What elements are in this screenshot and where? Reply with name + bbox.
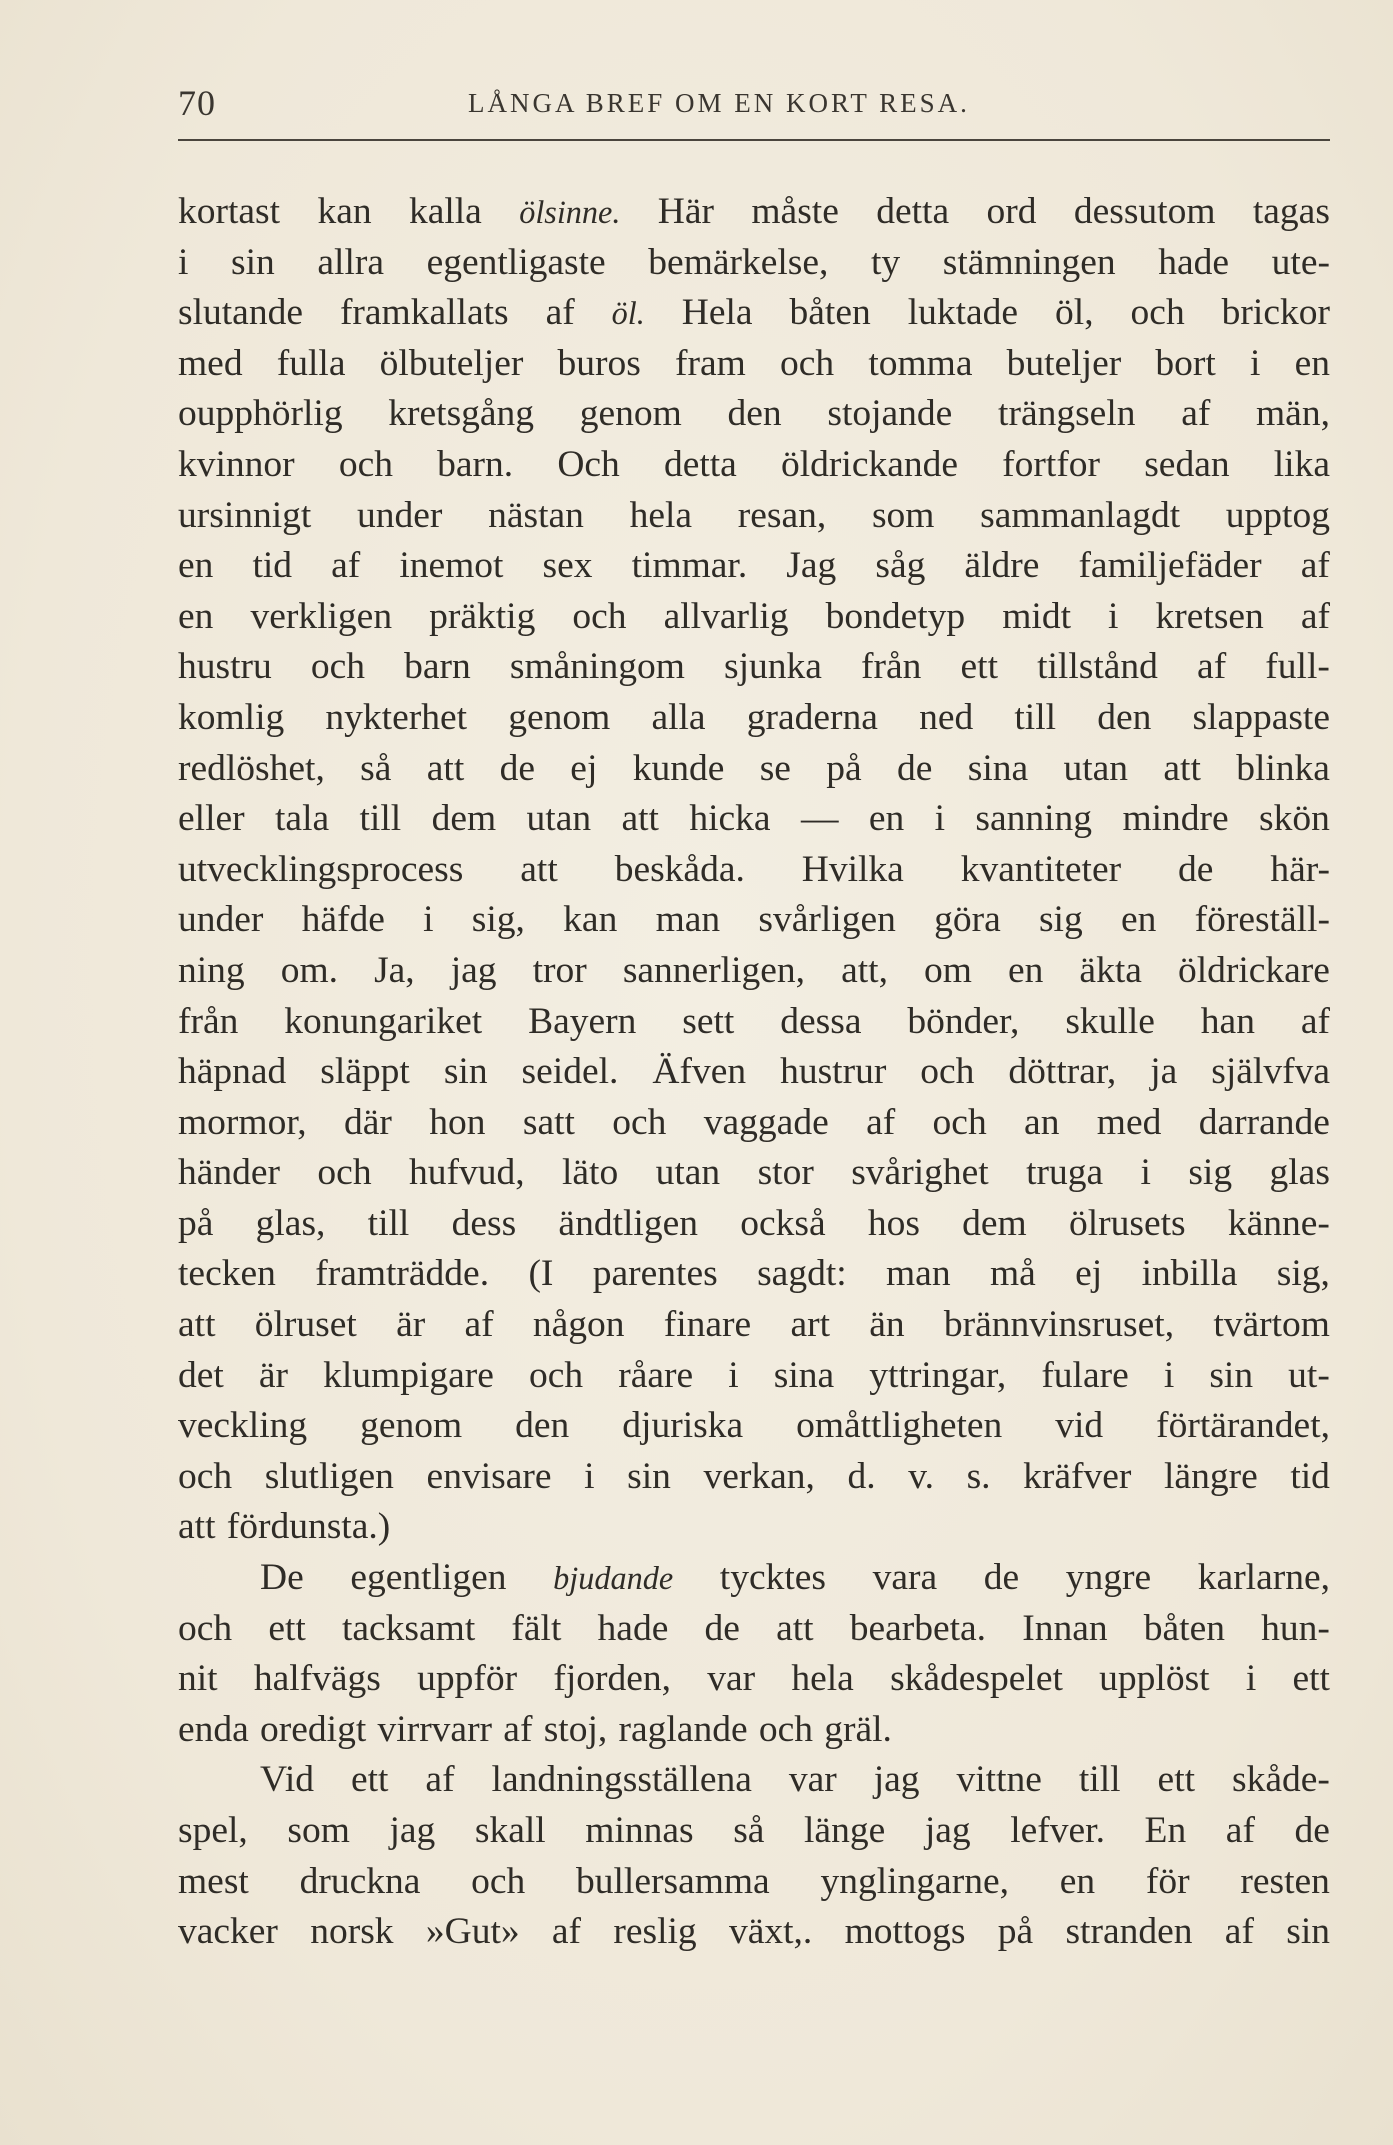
text-line: under häfde i sig, kan man svårligen göra sig en föreställ- bbox=[178, 899, 1330, 941]
text-line: vacker norsk »Gut» af reslig växt,. mottogs på stranden af sin bbox=[178, 1911, 1330, 1953]
page-header bbox=[178, 82, 1328, 126]
text-line: med fulla ölbuteljer buros fram och tomma buteljer bort i en bbox=[178, 342, 1330, 384]
header-rule bbox=[178, 139, 1330, 141]
text-line: utvecklingsprocess att beskåda. Hvilka kvantiteter de här- bbox=[178, 848, 1330, 890]
text-line: De egentligen bjudande tycktes vara de yngre karlarne, bbox=[260, 1557, 1330, 1599]
text-line: eller tala till dem utan att hicka — en i sanning mindre skön bbox=[178, 798, 1330, 840]
text-line: i sin allra egentligaste bemärkelse, ty stämningen hade ute- bbox=[178, 241, 1330, 283]
text-line: ning om. Ja, jag tror sannerligen, att, om en äkta öldrickare bbox=[178, 949, 1330, 991]
text-line: redlöshet, så att de ej kunde se på de sina utan att blinka bbox=[178, 747, 1330, 789]
text-line: mest druckna och bullersamma ynglingarne, en för resten bbox=[178, 1860, 1330, 1902]
text-line: oupphörlig kretsgång genom den stojande trängseln af män, bbox=[178, 393, 1330, 435]
text-line: och ett tacksamt fält hade de att bearbeta. Innan båten hun- bbox=[178, 1607, 1330, 1649]
text-line: att fördunsta.) bbox=[178, 1506, 391, 1548]
text-line: spel, som jag skall minnas så länge jag lefver. En af de bbox=[178, 1810, 1330, 1851]
text-line: på glas, till dess ändtligen också hos dem ölrusets känne- bbox=[178, 1202, 1330, 1244]
text-line: hustru och barn småningom sjunka från ett tillstånd af full- bbox=[178, 646, 1330, 688]
text-line: en verkligen präktig och allvarlig bondetyp midt i kretsen af bbox=[178, 595, 1330, 637]
text-line: händer och hufvud, läto utan stor svårighet truga i sig glas bbox=[178, 1152, 1330, 1194]
page-number: 70 bbox=[178, 83, 216, 123]
text-line: från konungariket Bayern sett dessa bönder, skulle han af bbox=[178, 1000, 1330, 1042]
text-line: och slutligen envisare i sin verkan, d. v. s. kräfver längre tid bbox=[178, 1455, 1330, 1497]
text-line: tecken framträdde. (I parentes sagdt: man må ej inbilla sig, bbox=[178, 1253, 1330, 1295]
text-line: Vid ett af landningsställena var jag vittne till ett skåde- bbox=[260, 1759, 1330, 1801]
text-line: ursinnigt under nästan hela resan, som sammanlagdt upptog bbox=[178, 494, 1330, 536]
text-line: slutande framkallats af öl. Hela båten luktade öl, och brickor bbox=[178, 292, 1330, 334]
text-line: komlig nykterhet genom alla graderna ned till den slappaste bbox=[178, 696, 1330, 738]
text-line: kortast kan kalla ölsinne. Här måste detta ord dessutom tagas bbox=[178, 191, 1330, 232]
body-text bbox=[178, 187, 1330, 1958]
running-title: LÅNGA BREF OM EN KORT RESA. bbox=[468, 88, 970, 118]
text-line: veckling genom den djuriska omåttligheten vid förtärandet, bbox=[178, 1405, 1330, 1447]
text-line: enda oredigt virrvarr af stoj, raglande och gräl. bbox=[178, 1708, 892, 1750]
text-line: kvinnor och barn. Och detta öldrickande fortfor sedan lika bbox=[178, 443, 1330, 485]
text-line: mormor, där hon satt och vaggade af och an med darrande bbox=[178, 1101, 1330, 1143]
text-line: häpnad släppt sin seidel. Äfven hustrur och döttrar, ja självfva bbox=[178, 1051, 1330, 1093]
text-line: det är klumpigare och råare i sina yttringar, fulare i sin ut- bbox=[178, 1354, 1330, 1396]
text-line: nit halfvägs uppför fjorden, var hela skådespelet upplöst i ett bbox=[178, 1658, 1330, 1700]
text-line: att ölruset är af någon finare art än brännvinsruset, tvärtom bbox=[178, 1304, 1330, 1346]
text-line: en tid af inemot sex timmar. Jag såg äldre familjefäder af bbox=[178, 545, 1330, 587]
